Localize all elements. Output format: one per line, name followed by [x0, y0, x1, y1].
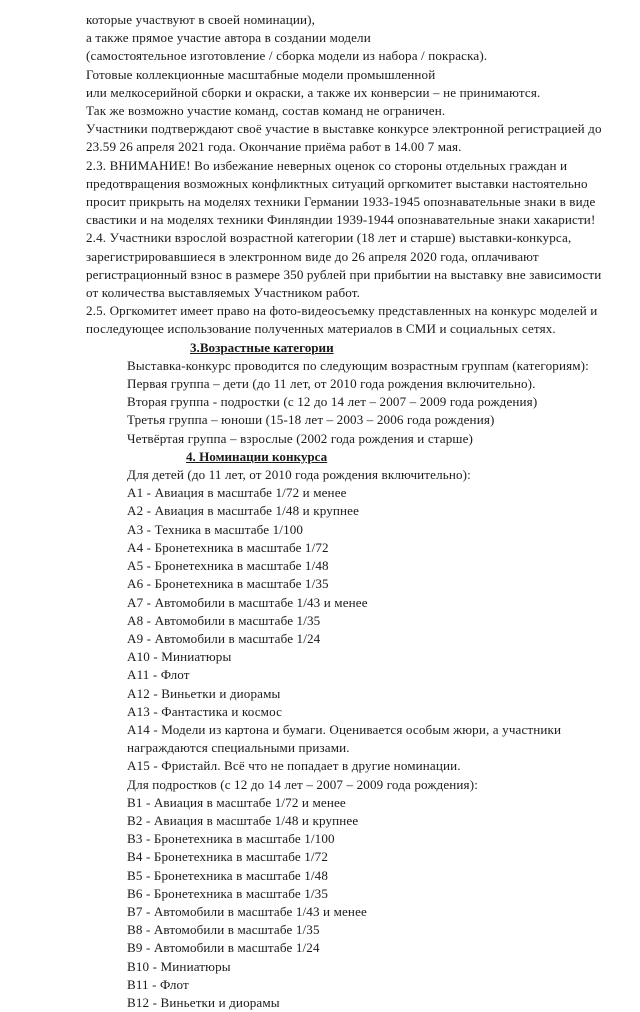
- text-line: (самостоятельное изготовление / сборка модели из набора / покраска).: [86, 48, 488, 64]
- text-line-indented: А15 - Фристайл. Всё что не попадает в другие номинации.: [127, 758, 461, 774]
- text-line-indented: Выставка-конкурс проводится по следующим возрастным группам (категориям):: [127, 357, 589, 373]
- text-line-indented: Третья группа – юноши (15-18 лет – 2003 – 2006 года рождения): [127, 412, 495, 428]
- text-line: от количества выставляемых Участником работ.: [86, 285, 361, 301]
- text-line-indented: В10 - Миниатюры: [127, 958, 231, 974]
- text-line: 2.3. ВНИМАНИЕ! Во избежание неверных оценок со стороны отдельных граждан и: [86, 157, 568, 173]
- text-line-indented: А3 - Техника в масштабе 1/100: [127, 521, 304, 537]
- text-line: а также прямое участие автора в создании модели: [86, 30, 371, 46]
- text-line-indented: В6 - Бронетехника в масштабе 1/35: [127, 885, 329, 901]
- text-line-indented: А6 - Бронетехника в масштабе 1/35: [127, 576, 329, 592]
- section-heading: 4. Номинации конкурса: [186, 448, 328, 464]
- section-heading: 3.Возрастные категории: [190, 339, 334, 355]
- text-line-indented: А11 - Флот: [127, 667, 190, 683]
- text-line: Так же возможно участие команд, состав команд не ограничен.: [86, 103, 446, 119]
- text-line: регистрационный взнос в размере 350 рублей при прибытии на выставку вне зависимости: [86, 266, 602, 282]
- text-line: зарегистрировавшиеся в электронном виде до 26 апреля 2020 года, оплачивают: [86, 248, 539, 264]
- text-line: 2.5. Оргкомитет имеет право на фото-видеосъемку представленных на конкурс моделей и: [86, 303, 598, 319]
- text-line-indented: А4 - Бронетехника в масштабе 1/72: [127, 539, 329, 555]
- text-line-indented: В2 - Авиация в масштабе 1/48 и крупнее: [127, 812, 359, 828]
- text-line-indented: В3 - Бронетехника в масштабе 1/100: [127, 831, 335, 847]
- text-line-indented: награждаются специальными призами.: [127, 740, 350, 756]
- text-line: свастики и на моделях техники Финляндии 1939-1944 опознавательные знаки хакаристи!: [86, 212, 596, 228]
- document-text-body: [86, 11, 602, 1012]
- text-line-indented: А7 - Автомобили в масштабе 1/43 и менее: [127, 594, 368, 610]
- text-line-indented: А2 - Авиация в масштабе 1/48 и крупнее: [127, 503, 360, 519]
- text-line-indented: А8 - Автомобили в масштабе 1/35: [127, 612, 321, 628]
- text-line-indented: В8 - Автомобили в масштабе 1/35: [127, 922, 320, 938]
- text-line-indented: В1 - Авиация в масштабе 1/72 и менее: [127, 794, 346, 810]
- text-line-indented: В9 - Автомобили в масштабе 1/24: [127, 940, 320, 956]
- text-line-indented: Первая группа – дети (до 11 лет, от 2010 года рождения включительно).: [127, 376, 536, 392]
- text-line-indented: Четвёртая группа – взрослые (2002 года рождения и старше): [127, 430, 474, 446]
- text-line: предотвращения возможных конфликтных ситуаций оргкомитет выставки настоятельно: [86, 175, 588, 191]
- text-line-indented: А14 - Модели из картона и бумаги. Оценивается особым жюри, а участники: [127, 721, 562, 737]
- text-line-indented: Для детей (до 11 лет, от 2010 года рождения включительно):: [127, 467, 471, 483]
- text-line-indented: А5 - Бронетехника в масштабе 1/48: [127, 558, 329, 574]
- text-line-indented: В5 - Бронетехника в масштабе 1/48: [127, 867, 329, 883]
- text-line: которые участвуют в своей номинации),: [86, 12, 316, 27]
- text-line-indented: А10 - Миниатюры: [127, 649, 232, 665]
- text-line-indented: А12 - Виньетки и диорамы: [127, 685, 281, 701]
- text-line: просит прикрыть на моделях техники Германии 1933-1945 опознавательные знаки в виде: [86, 194, 596, 210]
- text-line-indented: Вторая группа - подростки (с 12 до 14 лет – 2007 – 2009 года рождения): [127, 394, 538, 410]
- text-line: 23.59 26 апреля 2021 года. Окончание приёма работ в 14.00 7 мая.: [86, 139, 462, 155]
- text-line: Готовые коллекционные масштабные модели промышленной: [86, 66, 436, 82]
- text-line: последующее использование полученных материалов в СМИ и социальных сетях.: [86, 321, 556, 337]
- text-line-indented: А13 - Фантастика и космос: [127, 703, 283, 719]
- text-line-indented: А1 - Авиация в масштабе 1/72 и менее: [127, 485, 347, 501]
- text-line-indented: В4 - Бронетехника в масштабе 1/72: [127, 849, 329, 865]
- text-line-indented: Для подростков (с 12 до 14 лет – 2007 – 2009 года рождения):: [127, 776, 478, 792]
- text-line-indented: В7 - Автомобили в масштабе 1/43 и менее: [127, 903, 367, 919]
- text-line-indented: А9 - Автомобили в масштабе 1/24: [127, 630, 321, 646]
- text-line: 2.4. Участники взрослой возрастной категории (18 лет и старше) выставки-конкурса,: [86, 230, 572, 246]
- text-line-indented: В12 - Виньетки и диорамы: [127, 994, 280, 1010]
- text-line: или мелкосерийной сборки и окраски, а также их конверсии – не принимаются.: [86, 84, 541, 100]
- text-line-indented: В11 - Флот: [127, 976, 189, 992]
- text-line: Участники подтверждают своё участие в выставке конкурсе электронной регистрацией до: [86, 121, 602, 137]
